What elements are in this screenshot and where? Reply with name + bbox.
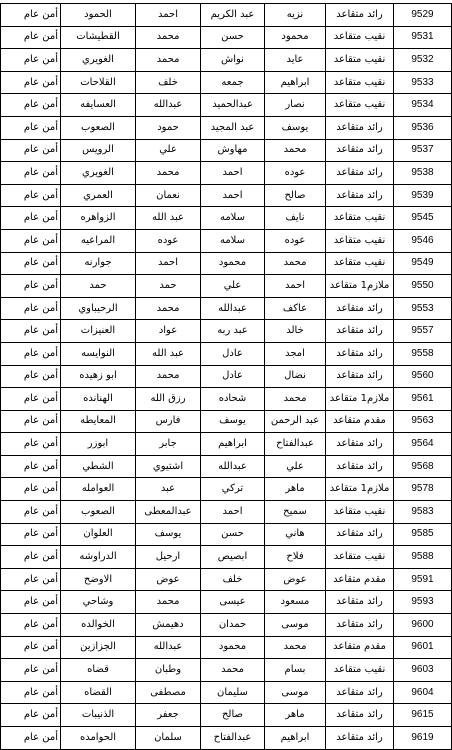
table-row [1, 71, 452, 94]
rank-cell: رائد متقاعد [326, 614, 394, 637]
first-name-cell: ابراهيم [265, 727, 326, 750]
father-name-cell: عبدالحميد [201, 94, 265, 117]
department-cell: أمن عام [1, 546, 61, 569]
family-name-cell: الخوالده [61, 614, 136, 637]
service-number-cell: 9591 [394, 568, 452, 591]
table-row [1, 636, 452, 659]
rank-cell: رائد متقاعد [326, 162, 394, 185]
family-name-cell: القضاه [61, 681, 136, 704]
grandfather-name-cell: عوض [136, 568, 201, 591]
service-number-cell: 9604 [394, 681, 452, 704]
family-name-cell: الجزازين [61, 636, 136, 659]
service-number-cell: 9533 [394, 71, 452, 94]
father-name-cell: عبدالله [201, 297, 265, 320]
service-number-cell: 9534 [394, 94, 452, 117]
rank-cell: نقيب متقاعد [326, 229, 394, 252]
rank-cell: رائد متقاعد [326, 365, 394, 388]
rank-cell: رائد متقاعد [326, 523, 394, 546]
rank-cell: رائد متقاعد [326, 727, 394, 750]
grandfather-name-cell: عبدالله [136, 636, 201, 659]
father-name-cell: عيسى [201, 591, 265, 614]
grandfather-name-cell: فارس [136, 410, 201, 433]
table-row [1, 704, 452, 727]
family-name-cell: قضاه [61, 659, 136, 682]
family-name-cell: الغويري [61, 162, 136, 185]
grandfather-name-cell: جابر [136, 433, 201, 456]
service-number-cell: 9557 [394, 320, 452, 343]
service-number-cell: 9550 [394, 275, 452, 298]
first-name-cell: محمد [265, 139, 326, 162]
department-cell: أمن عام [1, 275, 61, 298]
grandfather-name-cell: محمد [136, 365, 201, 388]
rank-cell: ملازم1 متقاعد [326, 275, 394, 298]
service-number-cell: 9600 [394, 614, 452, 637]
grandfather-name-cell: علي [136, 139, 201, 162]
table-row [1, 116, 452, 139]
first-name-cell: فلاح [265, 546, 326, 569]
department-cell: أمن عام [1, 410, 61, 433]
service-number-cell: 9568 [394, 455, 452, 478]
department-cell: أمن عام [1, 184, 61, 207]
family-name-cell: الحمود [61, 4, 136, 27]
grandfather-name-cell: سلمان [136, 727, 201, 750]
family-name-cell: ابوزر [61, 433, 136, 456]
family-name-cell: ابو زهيده [61, 365, 136, 388]
father-name-cell: عبدالله [201, 455, 265, 478]
rank-cell: رائد متقاعد [326, 320, 394, 343]
department-cell: أمن عام [1, 162, 61, 185]
table-row [1, 320, 452, 343]
first-name-cell: موسى [265, 614, 326, 637]
father-name-cell: عبدالفتاح [201, 727, 265, 750]
table-row [1, 49, 452, 72]
department-cell: أمن عام [1, 94, 61, 117]
father-name-cell: احمد [201, 184, 265, 207]
department-cell: أمن عام [1, 523, 61, 546]
first-name-cell: عبدالفتاح [265, 433, 326, 456]
first-name-cell: ماهر [265, 704, 326, 727]
first-name-cell: محمود [265, 26, 326, 49]
grandfather-name-cell: عواد [136, 320, 201, 343]
service-number-cell: 9615 [394, 704, 452, 727]
father-name-cell: خلف [201, 568, 265, 591]
service-number-cell: 9561 [394, 388, 452, 411]
rank-cell: رائد متقاعد [326, 455, 394, 478]
family-name-cell: الهنانده [61, 388, 136, 411]
grandfather-name-cell: عبد الله [136, 207, 201, 230]
first-name-cell: عايد [265, 49, 326, 72]
rank-cell: رائد متقاعد [326, 591, 394, 614]
table-row [1, 681, 452, 704]
first-name-cell: نضال [265, 365, 326, 388]
department-cell: أمن عام [1, 49, 61, 72]
family-name-cell: الغويري [61, 49, 136, 72]
first-name-cell: خالد [265, 320, 326, 343]
table-row [1, 455, 452, 478]
table-row [1, 727, 452, 750]
father-name-cell: نواش [201, 49, 265, 72]
family-name-cell: حمد [61, 275, 136, 298]
rank-cell: رائد متقاعد [326, 704, 394, 727]
grandfather-name-cell: مصطفى [136, 681, 201, 704]
department-cell: أمن عام [1, 727, 61, 750]
table-row [1, 184, 452, 207]
family-name-cell: العلوان [61, 523, 136, 546]
grandfather-name-cell: عبدالله [136, 94, 201, 117]
department-cell: أمن عام [1, 388, 61, 411]
first-name-cell: نصار [265, 94, 326, 117]
father-name-cell: حسن [201, 523, 265, 546]
department-cell: أمن عام [1, 455, 61, 478]
service-number-cell: 9583 [394, 501, 452, 524]
rank-cell: رائد متقاعد [326, 4, 394, 27]
table-row [1, 546, 452, 569]
grandfather-name-cell: محمد [136, 297, 201, 320]
department-cell: أمن عام [1, 342, 61, 365]
family-name-cell: الرويس [61, 139, 136, 162]
department-cell: أمن عام [1, 252, 61, 275]
department-cell: أمن عام [1, 704, 61, 727]
service-number-cell: 9549 [394, 252, 452, 275]
first-name-cell: هاني [265, 523, 326, 546]
grandfather-name-cell: يوسف [136, 523, 201, 546]
father-name-cell: يوسف [201, 410, 265, 433]
rank-cell: نقيب متقاعد [326, 49, 394, 72]
service-number-cell: 9563 [394, 410, 452, 433]
first-name-cell: عبد الرحمن [265, 410, 326, 433]
table-row [1, 162, 452, 185]
father-name-cell: ابصيص [201, 546, 265, 569]
first-name-cell: محمد [265, 388, 326, 411]
table-row [1, 297, 452, 320]
father-name-cell: سلامه [201, 229, 265, 252]
father-name-cell: سليمان [201, 681, 265, 704]
rank-cell: ملازم1 متقاعد [326, 478, 394, 501]
table-row [1, 501, 452, 524]
rank-cell: رائد متقاعد [326, 342, 394, 365]
table-row [1, 342, 452, 365]
service-number-cell: 9560 [394, 365, 452, 388]
rank-cell: نقيب متقاعد [326, 659, 394, 682]
grandfather-name-cell: محمد [136, 49, 201, 72]
department-cell: أمن عام [1, 681, 61, 704]
department-cell: أمن عام [1, 320, 61, 343]
family-name-cell: المعايطه [61, 410, 136, 433]
table-row [1, 591, 452, 614]
father-name-cell: تركي [201, 478, 265, 501]
department-cell: أمن عام [1, 207, 61, 230]
service-number-cell: 9558 [394, 342, 452, 365]
grandfather-name-cell: حمود [136, 116, 201, 139]
table-row [1, 410, 452, 433]
service-number-cell: 9588 [394, 546, 452, 569]
service-number-cell: 9545 [394, 207, 452, 230]
first-name-cell: احمد [265, 275, 326, 298]
grandfather-name-cell: خلف [136, 71, 201, 94]
service-number-cell: 9531 [394, 26, 452, 49]
department-cell: أمن عام [1, 116, 61, 139]
father-name-cell: شحاده [201, 388, 265, 411]
rank-cell: نقيب متقاعد [326, 252, 394, 275]
father-name-cell: صالح [201, 704, 265, 727]
first-name-cell: سميح [265, 501, 326, 524]
rank-cell: رائد متقاعد [326, 116, 394, 139]
rank-cell: رائد متقاعد [326, 139, 394, 162]
first-name-cell: ماهر [265, 478, 326, 501]
rank-cell: نقيب متقاعد [326, 26, 394, 49]
table-row [1, 207, 452, 230]
first-name-cell: علي [265, 455, 326, 478]
family-name-cell: الشطي [61, 455, 136, 478]
grandfather-name-cell: رزق الله [136, 388, 201, 411]
rank-cell: نقيب متقاعد [326, 546, 394, 569]
father-name-cell: حسن [201, 26, 265, 49]
table-row [1, 478, 452, 501]
family-name-cell: وشاحي [61, 591, 136, 614]
department-cell: أمن عام [1, 659, 61, 682]
table-row [1, 275, 452, 298]
father-name-cell: علي [201, 275, 265, 298]
family-name-cell: المراعيه [61, 229, 136, 252]
service-number-cell: 9536 [394, 116, 452, 139]
first-name-cell: نزيه [265, 4, 326, 27]
first-name-cell: بسام [265, 659, 326, 682]
service-number-cell: 9537 [394, 139, 452, 162]
father-name-cell: سلامه [201, 207, 265, 230]
rank-cell: نقيب متقاعد [326, 94, 394, 117]
grandfather-name-cell: اشتيوي [136, 455, 201, 478]
family-name-cell: العسايفه [61, 94, 136, 117]
service-number-cell: 9593 [394, 591, 452, 614]
family-name-cell: الرحيباوي [61, 297, 136, 320]
first-name-cell: عوده [265, 229, 326, 252]
grandfather-name-cell: عبدالمعطى [136, 501, 201, 524]
family-name-cell: العوامله [61, 478, 136, 501]
grandfather-name-cell: محمد [136, 591, 201, 614]
table-row [1, 94, 452, 117]
rank-cell: رائد متقاعد [326, 433, 394, 456]
department-cell: أمن عام [1, 26, 61, 49]
table-row [1, 614, 452, 637]
department-cell: أمن عام [1, 478, 61, 501]
father-name-cell: عادل [201, 342, 265, 365]
rank-cell: ملازم1 متقاعد [326, 388, 394, 411]
department-cell: أمن عام [1, 139, 61, 162]
service-number-cell: 9585 [394, 523, 452, 546]
table-row [1, 365, 452, 388]
service-number-cell: 9538 [394, 162, 452, 185]
family-name-cell: العمري [61, 184, 136, 207]
service-number-cell: 9603 [394, 659, 452, 682]
grandfather-name-cell: حمد [136, 275, 201, 298]
grandfather-name-cell: عبد [136, 478, 201, 501]
father-name-cell: محمود [201, 252, 265, 275]
father-name-cell: جمعه [201, 71, 265, 94]
first-name-cell: صالح [265, 184, 326, 207]
grandfather-name-cell: احمد [136, 4, 201, 27]
family-name-cell: الدراوشه [61, 546, 136, 569]
first-name-cell: محمد [265, 636, 326, 659]
service-number-cell: 9539 [394, 184, 452, 207]
grandfather-name-cell: دهيمش [136, 614, 201, 637]
family-name-cell: القلاحات [61, 71, 136, 94]
service-number-cell: 9546 [394, 229, 452, 252]
table-row [1, 568, 452, 591]
father-name-cell: محمود [201, 636, 265, 659]
father-name-cell: عادل [201, 365, 265, 388]
grandfather-name-cell: احمد [136, 252, 201, 275]
rank-cell: نقيب متقاعد [326, 207, 394, 230]
department-cell: أمن عام [1, 591, 61, 614]
grandfather-name-cell: وطبان [136, 659, 201, 682]
father-name-cell: ابراهيم [201, 433, 265, 456]
first-name-cell: عاكف [265, 297, 326, 320]
father-name-cell: احمد [201, 501, 265, 524]
service-number-cell: 9553 [394, 297, 452, 320]
grandfather-name-cell: ارحيل [136, 546, 201, 569]
first-name-cell: عوض [265, 568, 326, 591]
rank-cell: مقدم متقاعد [326, 568, 394, 591]
service-number-cell: 9564 [394, 433, 452, 456]
father-name-cell: عبد الكريم [201, 4, 265, 27]
service-number-cell: 9601 [394, 636, 452, 659]
family-name-cell: الاوضح [61, 568, 136, 591]
first-name-cell: عوده [265, 162, 326, 185]
rank-cell: رائد متقاعد [326, 297, 394, 320]
rank-cell: مقدم متقاعد [326, 636, 394, 659]
department-cell: أمن عام [1, 568, 61, 591]
first-name-cell: امجد [265, 342, 326, 365]
rank-cell: نقيب متقاعد [326, 71, 394, 94]
service-number-cell: 9619 [394, 727, 452, 750]
grandfather-name-cell: جعفر [136, 704, 201, 727]
roster-table-body [1, 4, 452, 750]
family-name-cell: جوارنه [61, 252, 136, 275]
family-name-cell: النوايسه [61, 342, 136, 365]
family-name-cell: الصعوب [61, 116, 136, 139]
first-name-cell: مسعود [265, 591, 326, 614]
father-name-cell: احمد [201, 162, 265, 185]
first-name-cell: يوسف [265, 116, 326, 139]
table-row [1, 26, 452, 49]
grandfather-name-cell: محمد [136, 26, 201, 49]
family-name-cell: الحوامده [61, 727, 136, 750]
table-row [1, 523, 452, 546]
father-name-cell: محمد [201, 659, 265, 682]
father-name-cell: مهاوش [201, 139, 265, 162]
father-name-cell: عبد ربه [201, 320, 265, 343]
table-row [1, 229, 452, 252]
grandfather-name-cell: محمد [136, 162, 201, 185]
department-cell: أمن عام [1, 297, 61, 320]
family-name-cell: الزواهره [61, 207, 136, 230]
first-name-cell: موسى [265, 681, 326, 704]
father-name-cell: عبد المجيد [201, 116, 265, 139]
table-row [1, 252, 452, 275]
table-row [1, 659, 452, 682]
department-cell: أمن عام [1, 433, 61, 456]
family-name-cell: الذنيبات [61, 704, 136, 727]
rank-cell: نقيب متقاعد [326, 501, 394, 524]
department-cell: أمن عام [1, 501, 61, 524]
family-name-cell: العنيزات [61, 320, 136, 343]
department-cell: أمن عام [1, 614, 61, 637]
table-row [1, 139, 452, 162]
rank-cell: مقدم متقاعد [326, 410, 394, 433]
department-cell: أمن عام [1, 71, 61, 94]
rank-cell: رائد متقاعد [326, 681, 394, 704]
father-name-cell: حمدان [201, 614, 265, 637]
department-cell: أمن عام [1, 365, 61, 388]
department-cell: أمن عام [1, 636, 61, 659]
service-number-cell: 9578 [394, 478, 452, 501]
grandfather-name-cell: نعمان [136, 184, 201, 207]
table-row [1, 388, 452, 411]
first-name-cell: محمد [265, 252, 326, 275]
service-number-cell: 9529 [394, 4, 452, 27]
grandfather-name-cell: عبد الله [136, 342, 201, 365]
rank-cell: رائد متقاعد [326, 184, 394, 207]
roster-table [0, 3, 452, 750]
family-name-cell: الصعوب [61, 501, 136, 524]
first-name-cell: ابراهيم [265, 71, 326, 94]
service-number-cell: 9532 [394, 49, 452, 72]
table-row [1, 433, 452, 456]
grandfather-name-cell: عوده [136, 229, 201, 252]
first-name-cell: نايف [265, 207, 326, 230]
department-cell: أمن عام [1, 229, 61, 252]
family-name-cell: القطيشات [61, 26, 136, 49]
department-cell: أمن عام [1, 4, 61, 27]
table-row [1, 4, 452, 27]
